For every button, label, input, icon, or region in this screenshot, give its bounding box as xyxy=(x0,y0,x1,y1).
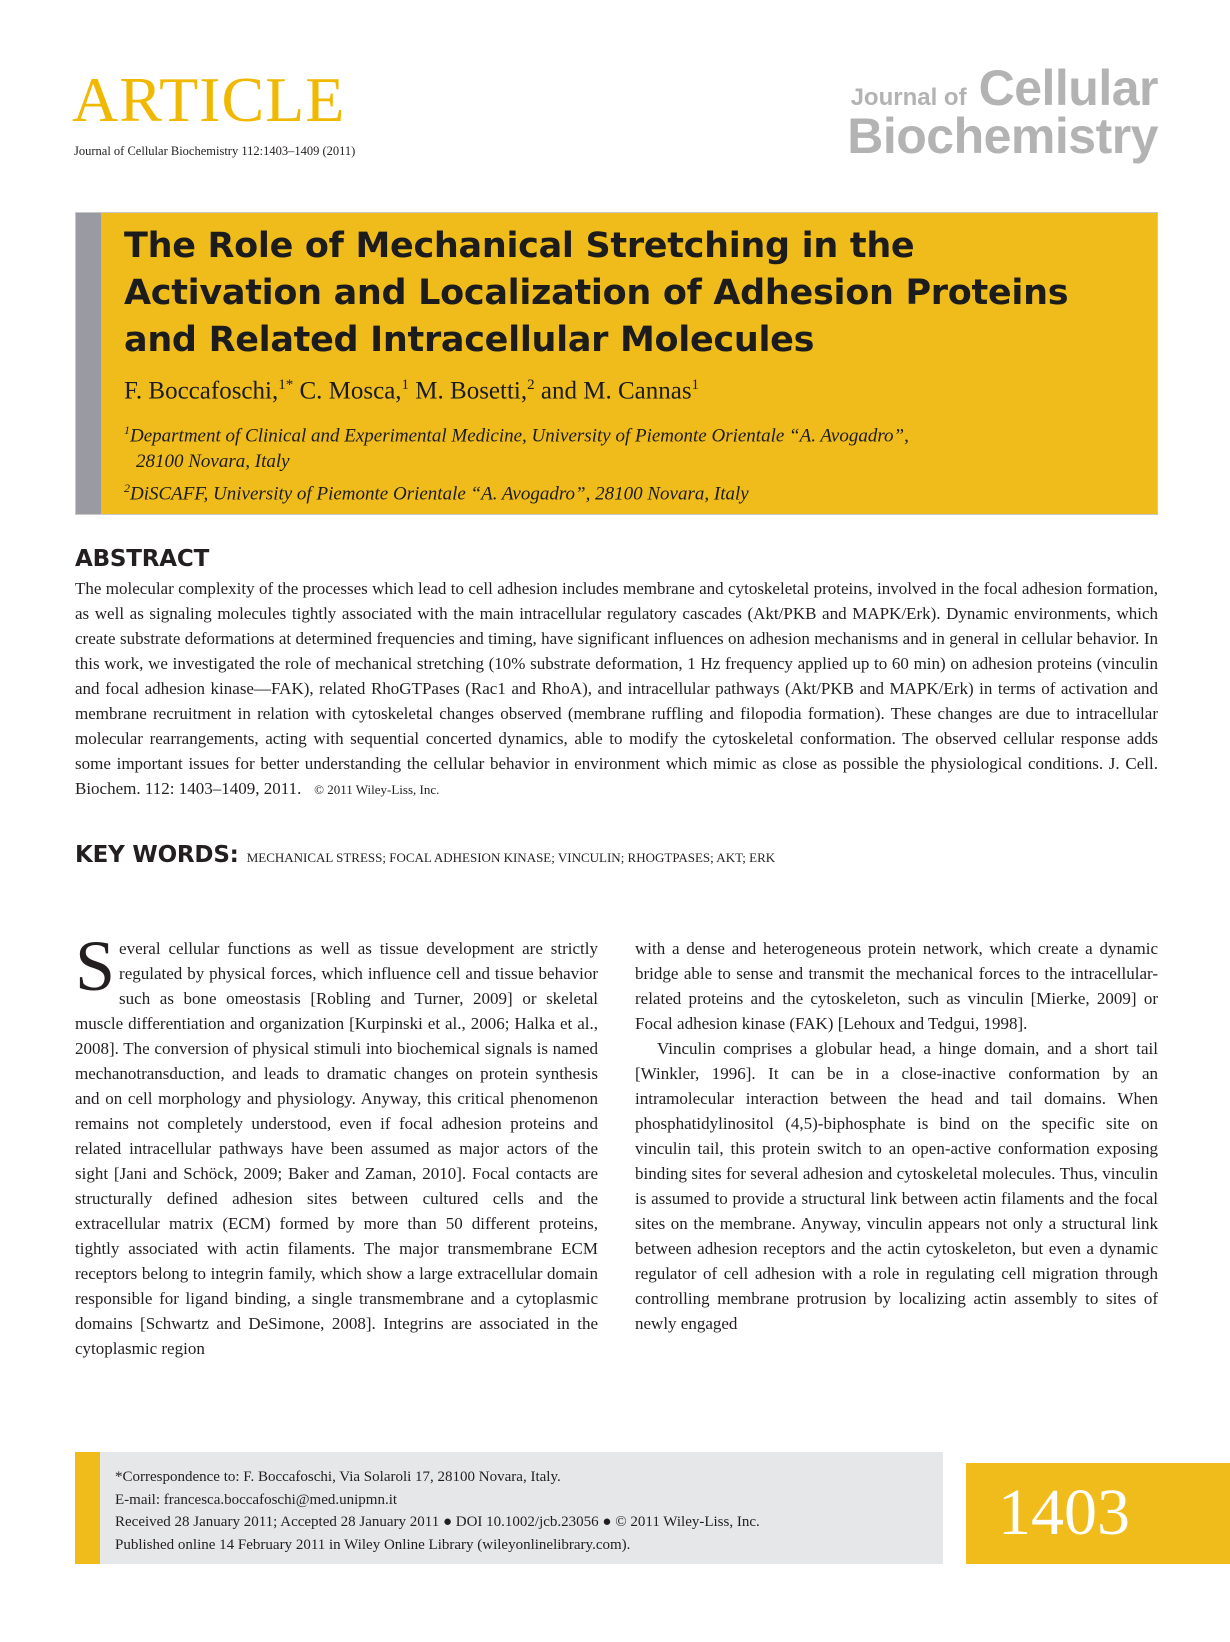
affiliations xyxy=(124,417,1084,508)
footer-notes xyxy=(75,1452,943,1564)
journal-logo-line2: Biochemistry xyxy=(847,108,1158,164)
author-affil-marker: 2 xyxy=(527,377,535,393)
footer-text xyxy=(115,1466,760,1556)
title-block-accent-bar xyxy=(76,213,101,514)
author-affil-marker: 1* xyxy=(278,377,294,393)
email-line: E-mail: francesca.boccafoschi@med.unipmn.it xyxy=(115,1491,398,1508)
abstract-heading: ABSTRACT xyxy=(75,546,210,572)
body-column-left xyxy=(75,926,598,1361)
journal-logo-line1: Cellular xyxy=(978,60,1158,116)
keywords xyxy=(75,842,775,868)
footer-accent-bar xyxy=(75,1452,100,1564)
journal-logo xyxy=(847,60,1158,164)
affiliation-text-cont: 28100 Novara, Italy xyxy=(136,451,290,473)
author: M. Bosetti, xyxy=(415,377,528,405)
affiliation-marker: 2 xyxy=(124,481,130,496)
affiliation-1 xyxy=(124,417,1084,475)
affiliation-2 xyxy=(124,475,1084,507)
drop-cap: S xyxy=(75,926,116,1006)
author: and M. Cannas xyxy=(540,377,692,405)
published-line: Published online 14 February 2011 in Wiley Online Library (wileyonlinelibrary.com). xyxy=(115,1536,631,1553)
body-paragraph xyxy=(75,926,598,1361)
body-column-right xyxy=(635,936,1158,1336)
journal-citation: Journal of Cellular Biochemistry 112:1403–1409 (2011) xyxy=(74,144,356,158)
keywords-values: MECHANICAL STRESS; FOCAL ADHESION KINASE; VINCULIN; RHOGTPASES; AKT; ERK xyxy=(246,850,776,865)
keywords-label: KEY WORDS: xyxy=(75,842,239,868)
title-block xyxy=(75,212,1158,515)
page-number-box xyxy=(966,1463,1230,1564)
received-line: Received 28 January 2011; Accepted 28 January 2011 ● DOI 10.1002/jcb.23056 ● © 2011 Wiley-Liss, Inc. xyxy=(115,1514,760,1530)
author: F. Boccafoschi, xyxy=(124,377,279,405)
body-paragraph: with a dense and heterogeneous protein network, which create a dynamic bridge able to sense and transmit the mechanical forces to the intracellular-related proteins and the cytoskeleton, such as vinculin [Mierke, 2009] or Focal adhesion kinase (FAK) [Lehoux and Tedgui, 1998]. xyxy=(635,939,1158,1033)
article-label: ARTICLE xyxy=(72,64,346,135)
author-list xyxy=(124,377,699,405)
affiliation-text: Department of Clinical and Experimental Medicine, University of Piemonte Orientale “A. Avogadro”, xyxy=(130,425,909,447)
affiliation-text: DiSCAFF, University of Piemonte Orientale “A. Avogadro”, 28100 Novara, Italy xyxy=(130,483,749,505)
author: C. Mosca, xyxy=(299,377,402,405)
abstract-text: The molecular complexity of the processes which lead to cell adhesion includes membrane and cytoskeletal proteins, involved in the focal adhesion formation, as well as signaling molecules tightly associated with the main intracellular regulatory cascades (Akt/PKB and MAPK/Erk). Dynamic environments, which create substrate deformations at determined frequencies and timing, have significant influences on adhesion mechanisms and in general in cellular behavior. In this work, we investigated the role of mechanical stretching (10% substrate deformation, 1 Hz frequency applied up to 60 min) on adhesion proteins (vinculin and focal adhesion kinase—FAK), related RhoGTPases (Rac1 and RhoA), and intracellular pathways (Akt/PKB and MAPK/Erk) in terms of activation and membrane recruitment in relation with cytoskeletal changes observed (membrane ruffling and filopodia formation). These changes are due to intracellular molecular rearrangements, acting with sequential concerted dynamics, able to modify the cytoskeletal conformation. The observed cellular response adds some important issues for better understanding the cellular behavior in environment which mimic as close as possible the physiological conditions. J. Cell. Biochem. 112: 1403–1409, 2011. xyxy=(75,579,1158,798)
abstract-copyright: © 2011 Wiley-Liss, Inc. xyxy=(314,782,440,797)
affiliation-marker: 1 xyxy=(124,423,130,437)
author-affil-marker: 1 xyxy=(401,377,410,393)
abstract-body xyxy=(75,576,1158,802)
body-paragraph: Vinculin comprises a globular head, a hinge domain, and a short tail [Winkler, 1996]. It can be in a close-inactive conformation by an intramolecular interaction between the head and tail domains. When phosphatidylinositol (4,5)-biphosphate is bind on the specific site on vinculin tail, this protein switch to an open-active conformation exposing binding sites for several adhesion and cytoskeletal molecules. Thus, vinculin is assumed to provide a structural link between actin filaments and the focal sites on the membrane. Anyway, vinculin appears not only a structural link between adhesion receptors and the actin cytoskeleton, but even a dynamic regulator of cell adhesion with a role in regulating cell migration through controlling membrane protrusion by localizing actin assembly to sites of newly engaged xyxy=(635,1039,1158,1333)
journal-logo-prefix: Journal of xyxy=(850,84,967,111)
author-affil-marker: 1 xyxy=(691,377,700,393)
page-number: 1403 xyxy=(998,1476,1130,1549)
article-title: The Role of Mechanical Stretching in the Activation and Localization of Adhesion Proteins and Related Intracellular Molecules xyxy=(124,226,1069,360)
correspondence-line: *Correspondence to: F. Boccafoschi, Via Solaroli 17, 28100 Novara, Italy. xyxy=(115,1469,561,1485)
body-text: everal cellular functions as well as tissue development are strictly regulated by physical forces, which influence cell and tissue behavior such as bone omeostasis [Robling and Turner, 2009] or skeletal muscle differentiation and organization [Kurpinski et al., 2006; Halka et al., 2008]. The conversion of physical stimuli into biochemical signals is named mechanotransduction, and leads to dramatic changes on protein synthesis and on cell morphology and physiology. Anyway, this critical phenomenon remains not completely understood, even if focal adhesion proteins and related intracellular pathways have been assumed as major actors of the sight [Jani and Schöck, 2009; Baker and Zaman, 2010]. Focal contacts are structurally defined adhesion sites between cultured cells and the extracellular matrix (ECM) formed by more than 50 different proteins, tightly associated with actin filaments. The major transmembrane ECM receptors belong to integrin family, which show a large extracellular domain responsible for ligand binding, a single transmembrane and a cytoplasmic domains [Schwartz and DeSimone, 2008]. Integrins are associated in the cytoplasmic region xyxy=(75,939,598,1358)
